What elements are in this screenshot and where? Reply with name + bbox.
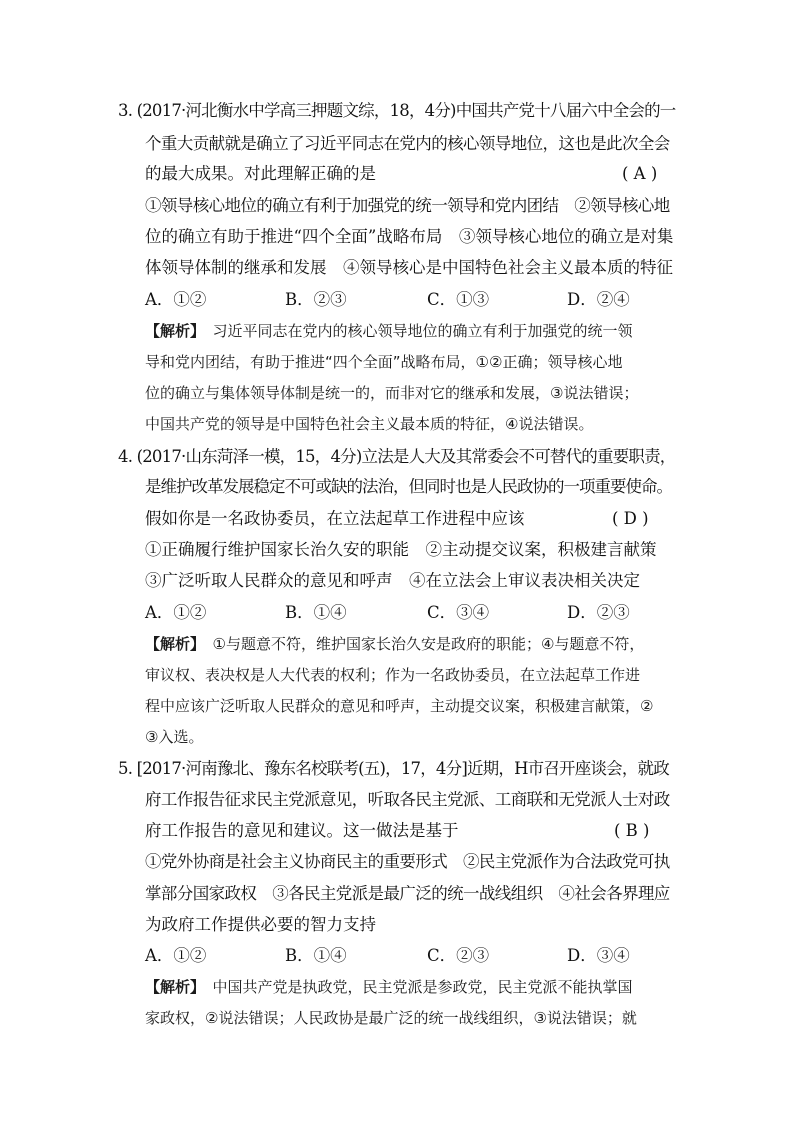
- question-4-statement-line: ③广泛听取人民群众的意见和呼声 ④在立法会上审议表决相关决定: [145, 571, 640, 590]
- question-5-stem-line: 府工作报告的意见和建议。这一做法是基于: [145, 821, 459, 840]
- question-3-statement-line: ①领导核心地位的确立有利于加强党的统一领导和党内团结 ②领导核心地: [145, 196, 670, 215]
- question-3-explanation-line: 中国共产党的领导是中国特色社会主义最本质的特征，④说法错误。: [145, 415, 594, 433]
- question-4-answer: ( D ): [612, 509, 649, 528]
- question-5-option-b: B．①④: [285, 946, 347, 965]
- question-3-head: 3. (2017·河北衡水中学高三押题文综，18，4分)中国共产党十八届六中全会的一: [118, 101, 676, 120]
- explanation-text: 习近平同志在党内的核心领导地位的确立有利于加强党的统一领: [197, 322, 633, 340]
- explanation-text: 中国共产党是执政党，民主党派是参政党，民主党派不能执掌国: [197, 978, 633, 996]
- question-3-option-c: C．①③: [427, 290, 490, 309]
- question-3-statement-line: 体领导体制的继承和发展 ④领导核心是中国特色社会主义最本质的特征: [145, 258, 673, 277]
- explanation-label: 【解析】: [145, 635, 198, 653]
- question-3-explanation-line: [145, 321, 633, 341]
- question-4-option-d: D．②③: [567, 603, 630, 622]
- question-4-explanation-line: 审议权、表决权是人大代表的权利；作为一名政协委员，在立法起草工作进: [145, 666, 641, 684]
- question-4-explanation-line: ③入选。: [145, 728, 204, 746]
- question-5-option-a: A．①②: [145, 946, 207, 965]
- question-4-option-c: C．③④: [427, 603, 490, 622]
- explanation-text: ①与题意不符，维护国家长治久安是政府的职能；④与题意不符，: [197, 635, 645, 653]
- question-4-head: 4. (2017·山东菏泽一模，15，4分)立法是人大及其常委会不可替代的重要职责，: [118, 447, 676, 466]
- question-5-statement-line: ①党外协商是社会主义协商民主的重要形式 ②民主党派作为合法政党可执: [145, 852, 670, 871]
- question-3-option-b: B．②③: [285, 290, 347, 309]
- explanation-label: 【解析】: [145, 322, 198, 340]
- question-5-statement-line: 掌部分国家政权 ③各民主党派是最广泛的统一战线组织 ④社会各界理应: [145, 884, 670, 903]
- question-3-option-d: D．②④: [567, 290, 630, 309]
- question-5-statement-line: 为政府工作提供必要的智力支持: [145, 915, 376, 934]
- question-5-option-c: C．②③: [427, 946, 490, 965]
- question-4-option-b: B．①④: [285, 603, 347, 622]
- question-3-explanation-line: 位的确立与集体领导体制是统一的，而非对它的继承和发展，③说法错误；: [145, 384, 639, 402]
- question-5-explanation-line: [145, 977, 633, 997]
- question-3-statement-line: 位的确立有助于推进“四个全面”战略布局 ③领导核心地位的确立是对集: [145, 227, 674, 246]
- question-5-explanation-line: 家政权，②说法错误；人民政协是最广泛的统一战线组织，③说法错误；就: [145, 1009, 637, 1027]
- question-3-answer: ( A ): [622, 164, 658, 183]
- question-3-stem-line: 个重大贡献就是确立了习近平同志在党内的核心领导地位，这也是此次全会: [145, 134, 670, 153]
- question-4-option-a: A．①②: [145, 603, 207, 622]
- question-5-answer: ( B ): [614, 821, 650, 840]
- question-5-option-d: D．③④: [567, 946, 630, 965]
- question-3-option-a: A．①②: [145, 290, 207, 309]
- question-4-stem-line: 假如你是一名政协委员，在立法起草工作进程中应该: [145, 509, 525, 528]
- question-4-statement-line: ①正确履行维护国家长治久安的职能 ②主动提交议案，积极建言献策: [145, 540, 657, 559]
- question-4-explanation-line: [145, 634, 644, 654]
- explanation-label: 【解析】: [145, 978, 198, 996]
- question-5-stem-line: 府工作报告征求民主党派意见，听取各民主党派、工商联和无党派人士对政: [145, 790, 670, 809]
- question-3-stem-line: 的最大成果。对此理解正确的是: [145, 164, 376, 183]
- question-4-explanation-line: 程中应该广泛听取人民群众的意见和呼声，主动提交议案，积极建言献策，②: [145, 697, 654, 715]
- question-3-explanation-line: 导和党内团结，有助于推进“四个全面”战略布局，①②正确；领导核心地: [145, 353, 623, 371]
- question-5-head: 5. [2017·河南豫北、豫东名校联考(五)，17，4分]近期，H市召开座谈会，就政: [118, 759, 669, 778]
- question-4-stem-line: 是维护改革发展稳定不可或缺的法治，但同时也是人民政协的一项重要使命。: [145, 477, 672, 496]
